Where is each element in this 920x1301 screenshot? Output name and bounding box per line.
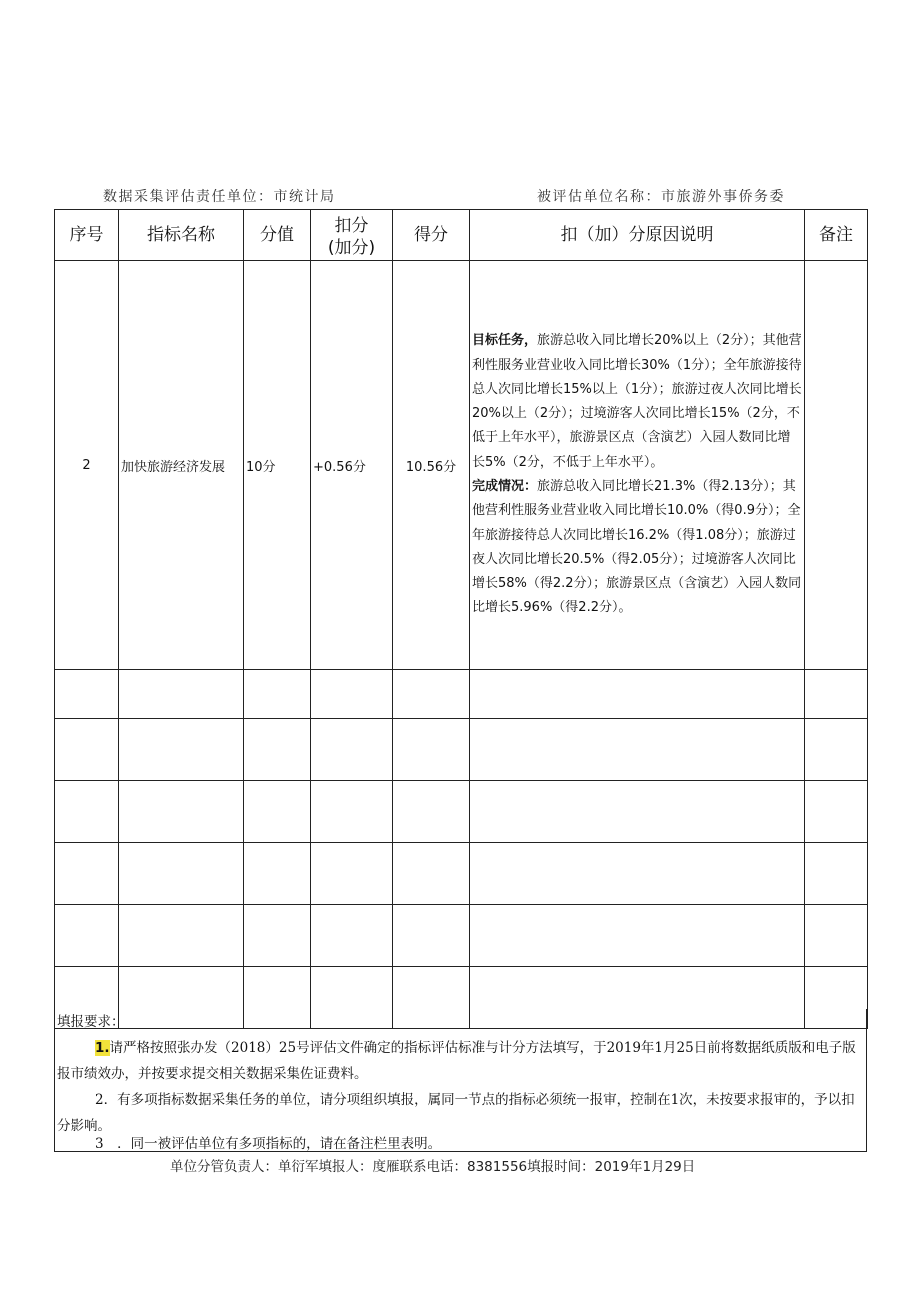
col-got: 得分 (393, 210, 470, 261)
signature-footer: 单位分管负责人：单衍军填报人：度雁联系电话：8381556填报时间：2019年1月29日 (170, 1159, 696, 1175)
row-deduct: +0.56分 (311, 261, 393, 670)
empty-row (55, 781, 868, 843)
row-remark (805, 261, 868, 670)
empty-row (55, 905, 868, 967)
requirement-1-text: 请严格按照张办发（2018）25号评估文件确定的指标评估标准与计分方法填写，于2019年1月25日前将数据纸质版和电子版报市绩效办，并按要求提交相关数据采集佐证费料。 (57, 1040, 856, 1082)
target-label: 目标任务， (472, 333, 538, 349)
col-deduct-line2: (加分) (327, 238, 376, 258)
requirements-title: 填报要求： (57, 1014, 125, 1030)
requirement-1-number: 1. (95, 1040, 110, 1056)
empty-row (55, 670, 868, 719)
evaluation-table (54, 209, 868, 1029)
requirement-2: 2．有多项指标数据采集任务的单位，请分项组织填报，属同一节点的指标必须统一报审，控制在1次，未按要求报审的，予以扣分影响。 (57, 1092, 855, 1134)
row-indicator-name: 加快旅游经济发展 (119, 261, 244, 670)
row-score: 10分 (244, 261, 311, 670)
table-row (55, 261, 868, 670)
empty-row (55, 719, 868, 781)
target-text: 旅游总收入同比增长20%以上（2分）；其他营利性服务业营业收入同比增长30%（1分）；全年旅游接待总人次同比增长15%以上（1分）；旅游过夜人次同比增长20%以上（2分）；过境游客人次同比增长15%（2分，不低于上年水平），旅游景区点（含演艺）入园人数同比增长5%（2分，不低于上年水平）。 (472, 333, 802, 470)
evaluation-unit: 数据采集评估责任单位：市统计局 (103, 189, 336, 205)
col-remark: 备注 (805, 210, 868, 261)
col-deduct-line1: 扣分 (334, 216, 369, 236)
done-text: 旅游总收入同比增长21.3%（得2.13分）；其他营利性服务业营业收入同比增长10.0%（得0.9分）；全年旅游接待总人次同比增长16.2%（得1.08分）；旅游过夜人次同比增长20.5%（得2.05分）；过境游客人次同比增长58%（得2.2分）；旅游景区点（含演艺）入园人数同比增长5.96%（得2.2分）。 (472, 479, 802, 616)
row-reason (470, 261, 805, 670)
row-seq: 2 (55, 261, 119, 670)
row-got: 10.56分 (393, 261, 470, 670)
col-seq: 序号 (55, 210, 119, 261)
header-row (55, 210, 868, 261)
done-label: 完成情况： (472, 479, 538, 494)
requirement-1 (57, 1035, 865, 1087)
col-score: 分值 (244, 210, 311, 261)
requirement-3: 3 ．同一被评估单位有多项指标的，请在备注栏里表明。 (95, 1136, 442, 1152)
filling-requirements (54, 1009, 867, 1152)
evaluated-unit: 被评估单位名称：市旅游外事侨务委 (537, 189, 785, 205)
col-indicator-name: 指标名称 (119, 210, 244, 261)
col-deduct (311, 210, 393, 261)
col-reason: 扣（加）分原因说明 (470, 210, 805, 261)
empty-row (55, 843, 868, 905)
